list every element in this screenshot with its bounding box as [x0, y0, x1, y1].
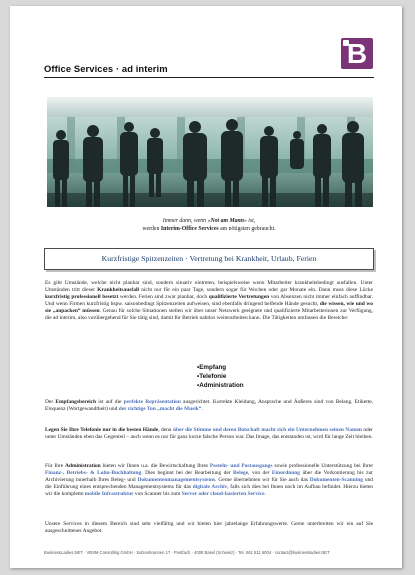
intro-text: von Absenzen nicht immer einfach auffindbar. Und wenn Firmen kurzfristig bspw. saisonbedingt Spitzenzeiten aufweisen, sind ebenfalls dringend helfende Hände gesucht, — [45, 294, 373, 308]
page-title: Office Services · ad interim — [44, 63, 168, 74]
admin-highlight: digitale Archiv — [192, 484, 228, 491]
admin-highlight: Dokumenten-Scanning — [309, 477, 363, 484]
list-item: • Telefonie — [197, 372, 244, 381]
telefonie-bold: Legen Sie Ihre Telefonie nur in die besten Hände — [45, 427, 159, 433]
empfang-highlight: der richtige Ton „macht die Musik“ — [118, 406, 202, 413]
intro-bold: qualifizierte Vertretungen — [208, 294, 270, 301]
admin-text: Für Ihre — [45, 463, 66, 469]
caption-line1-pre: Immer dann, wenn « — [162, 218, 211, 224]
empfang-highlight: perfekte Repräsentation — [123, 399, 181, 405]
banner-text: Kurzfristige Spitzenzeiten · Vertretung bei Krankheit, Urlaub, Ferien — [101, 254, 317, 263]
caption-line2-pre: werden — [142, 226, 161, 232]
empfang-text: ist auf die — [96, 399, 124, 405]
intro-bold: Krankheitsausfall — [97, 287, 139, 294]
administration-paragraph — [45, 463, 373, 498]
telefonie-text: , denn — [158, 427, 173, 433]
admin-highlight: Belege — [233, 470, 249, 477]
empfang-text: Der — [45, 399, 56, 405]
caption-line2-post: am nötigsten gebraucht. — [218, 226, 276, 232]
logo-letter: B — [346, 38, 368, 69]
telefonie-paragraph — [45, 427, 373, 441]
intro-text: nicht nur für ein paar Tage, sondern sogar für Wochen oder gar Monate ein. Dann muss diese Lücke — [138, 287, 373, 294]
admin-text: sowie professionelle Unterstützung bei Ihrer — [272, 463, 374, 469]
intro-bold: kurzfristig professionell besetzt — [45, 294, 119, 301]
company-logo — [341, 38, 373, 69]
admin-highlight: Posteln- und Postausgangs — [209, 463, 273, 469]
admin-text: , von der — [248, 470, 272, 477]
caption-line1-post: » ist, — [243, 218, 256, 224]
office-silhouettes-photo — [47, 97, 373, 207]
title-divider — [44, 77, 374, 78]
admin-text: . Dies beginnt bei der Bearbeitung der — [141, 470, 234, 477]
admin-text: , falls sich dies bei Ihnen noch im Aufbau befindet. Hierzu bieten wir die komplette — [45, 484, 374, 498]
admin-highlight: mobile Infrastruktur — [84, 491, 134, 498]
admin-text: über die Vorkontierung bis zur Archivierung innerhalb Ihres Beleg- und — [45, 470, 373, 484]
admin-text: von Scanner bis zum — [133, 491, 182, 498]
intro-text: werden. Ferien sind zwar planbar, doch — [118, 294, 209, 301]
telefonie-text: oder unter Umständen eben das Gegenteil – auch wenn es nur für ganz kurze falsche Person war. Das Image, das entstanden ist, wird für lange Zeit bleiben. — [45, 427, 373, 441]
banner-box — [44, 248, 374, 270]
admin-text: bieten wir Ihnen u.a. die Bewirtschaftung Ihres — [100, 463, 210, 469]
footer-address: BusinessLadies.NET · VBSM Consulting GmbH · Sulzenbrunnen 17 · Postfach · 4008 Basel (Schweiz) · Tel. 061 511 6004 · contact@businessladies.NET — [44, 550, 330, 555]
intro-bold: die wissen, wie und wo sie „anpacken“ müssen — [45, 301, 373, 315]
admin-bold: Administration — [65, 463, 101, 469]
empfang-bold: Empfangsbereich — [55, 399, 97, 405]
admin-highlight: Server oder cloud-basierten Service — [181, 491, 265, 498]
photo-caption — [44, 217, 374, 233]
telefonie-highlight: über die Stimme und deren Botschaft macht sich ein Unternehmen seinen Namen — [172, 427, 362, 433]
document-page — [10, 6, 402, 568]
admin-highlight: Einordnung — [271, 470, 301, 477]
list-item: • Administration — [197, 381, 244, 390]
admin-highlight: Dokumentenmanagementsystems — [137, 477, 216, 484]
admin-text: . — [264, 491, 266, 498]
empfang-paragraph — [45, 399, 373, 413]
closing-paragraph: Unsere Services in diesem Bereich sind sehr vielfältig und wir bieten hier jahrelange Erfahrungswerte. Gerne unterbreiten wir ein auf Sie ausgeschnittenes Angebot. — [45, 521, 373, 535]
caption-line1-emphasis: Not am Mann — [210, 218, 244, 224]
intro-text: . Genau für solche Situationen stellen wir über unser Netzwerk geeignete und qualifizierte Mitarbeiterinnen zur Verfügung, die ad interim, also vorübergehend für Sie tätig sind, damit Ihr Betrieb nahtlos weiterarbeiten kann. Die Tätigkeiten umfassen die Bereiche: — [45, 308, 374, 322]
admin-text: . Gerne übernehmen wir für Sie auch das — [215, 477, 310, 484]
admin-text: und die Einführung eines entsprechenden Managementsystems für das — [45, 477, 374, 491]
empfang-text: . — [201, 406, 203, 413]
intro-text: Es gibt Umstände, welche nicht planbar sind, sondern situativ eintreten, beispielsweise wenn Mitarbeiter krankheitsbedingt ausfallen. Unter Umständen tritt dieser — [45, 280, 373, 294]
admin-highlight: Finanz-, Betriebs- & Lohn-Buchhaltung — [45, 470, 142, 477]
intro-paragraph — [45, 280, 373, 322]
empfang-text: ausgerichtet. Korrekte Kleidung, Ansprache und Äußeres sind von Belang. Etikette, Eloquenz (Wortgewandtheit) und — [45, 399, 374, 413]
caption-line2-emphasis: Interim-Office Services — [160, 226, 219, 232]
bullet-list — [197, 363, 244, 390]
list-item: • Empfang — [197, 363, 244, 372]
